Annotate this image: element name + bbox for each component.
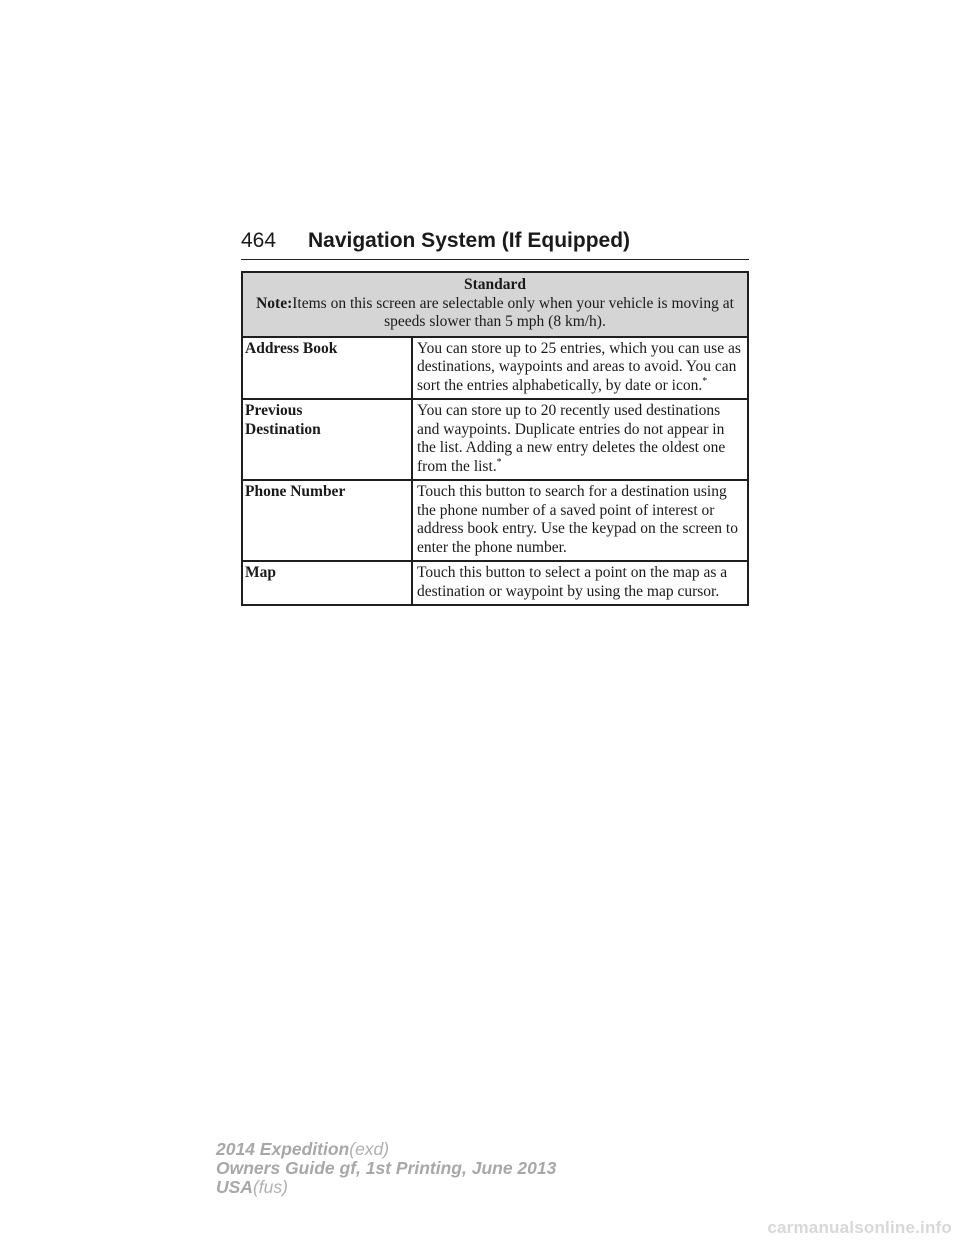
table-row (242, 480, 748, 561)
footer-region: USA (216, 1177, 253, 1197)
term-phone-number: Phone Number (242, 480, 412, 561)
description-cell (412, 337, 748, 400)
table-header-row (242, 272, 748, 337)
footer-guide: Owners Guide gf, 1st Printing, June 2013 (216, 1158, 557, 1178)
description-text: Touch this button to search for a destination using the phone number of a saved point of interest or address book entry. Use the keypad on the screen to enter the phone number. (417, 483, 738, 556)
destination-options-table (241, 271, 749, 606)
footer-model: 2014 Expedition (216, 1139, 350, 1159)
footer-line-guide (216, 1159, 556, 1178)
description-text: Touch this button to select a point on the map as a destination or waypoint by using the map cursor. (417, 564, 728, 600)
footer-model-code: (exd) (349, 1139, 390, 1159)
table-header-cell (242, 272, 748, 337)
page-header (241, 229, 749, 260)
table-note (249, 295, 741, 332)
term-map: Map (242, 561, 412, 605)
table-row (242, 561, 748, 605)
footnote-marker: * (702, 375, 708, 387)
term-line: Destination (245, 420, 321, 438)
note-label: Note: (256, 294, 293, 312)
description-text: You can store up to 20 recently used destinations and waypoints. Duplicate entries do not appear in the list. Adding a new entry deletes the oldest one from the list. (417, 402, 726, 475)
term-line: Previous (245, 402, 303, 419)
footnote-marker: * (496, 456, 502, 468)
description-cell (412, 561, 748, 605)
section-title: Navigation System (If Equipped) (308, 229, 631, 252)
page-number: 464 (241, 229, 277, 252)
description-cell (412, 399, 748, 480)
footer-region-code: (fus) (252, 1177, 288, 1197)
note-text: Items on this screen are selectable only when your vehicle is moving at speeds slower than 5 mph (8 km/h). (292, 294, 734, 330)
description-cell (412, 480, 748, 561)
term-address-book: Address Book (242, 337, 412, 400)
table-row (242, 337, 748, 400)
table-row (242, 399, 748, 480)
footer-line-region (216, 1178, 556, 1197)
table-heading: Standard (463, 276, 527, 293)
watermark-text: carmanualsonline.info (767, 1218, 952, 1237)
footer-line-model (216, 1140, 556, 1159)
term-previous-destination (242, 399, 412, 480)
description-text: You can store up to 25 entries, which you can use as destinations, waypoints and areas to avoid. You can sort the entries alphabetically, by date or icon. (417, 339, 741, 394)
document-footer (216, 1140, 556, 1197)
